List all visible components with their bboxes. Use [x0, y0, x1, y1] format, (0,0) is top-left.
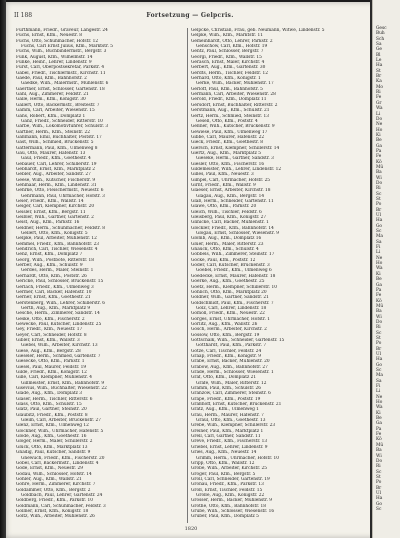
facing-page-fragment: Ba	[376, 448, 382, 454]
facing-page-fragment: Mü	[376, 442, 384, 448]
directory-entry: Gaßmann, Emil, Buchhalter, Poststr. 17	[16, 134, 102, 140]
directory-entry: Geldner, Herm., Schuhmacher, Feldstr. 8	[16, 225, 105, 231]
page-footer-number: 1820	[184, 526, 198, 532]
facing-page-fragment: Ki	[376, 132, 381, 138]
directory-entry: Grobe, Wilh., Arbeiter, Kirchstr. 25	[191, 466, 267, 472]
directory-entry: Greve, Friedr., Kfm., Fischerstr. 13	[191, 439, 268, 445]
facing-page-fragment: Ha	[376, 357, 383, 363]
facing-page-fragment: Go	[376, 362, 383, 368]
directory-entry: Fürst, Carl, Oberpostsekretär, Parkstr. 4	[16, 65, 105, 71]
directory-entry: Gärtner, Herm., Kfm., Steinstr. 22	[16, 129, 90, 135]
directory-entry: Grell, Carl, Gärtner, Sandstr. 11	[191, 434, 261, 440]
directory-entry: Gille, Carl, Klempner, Mühlenstr. 4	[16, 375, 93, 381]
facing-page-fragment: Ki	[376, 271, 381, 277]
directory-entry: Glogau, Ernst, Schlosser, Wiesenstr. 9	[196, 231, 279, 237]
directory-entry: Gamm, Carl, Arbeiter, Wiesenstr. 15	[16, 108, 95, 114]
directory-entry: Griebel, Ernst, Lehrer, Lindenstr. 9	[191, 444, 268, 450]
facing-page-fragment: St	[376, 68, 381, 74]
facing-page-fragment: St	[376, 474, 381, 480]
directory-entry: Gerold, Friedr., Kfm., Domplatz 11	[191, 97, 267, 103]
directory-entry: Fuchs, Wilh., Buchbindermstr., Bergstr. 3	[16, 49, 107, 55]
directory-entry: Geiger, Carl, Klempner, Kirchstr. 20	[16, 204, 95, 210]
directory-entry: Göhlich, Otto, Kfm., Marktplatz 20	[191, 289, 267, 295]
directory-entry: Gebler, Aug., Arbeiter, Sandstr. 27	[16, 172, 91, 178]
facing-page-fragment: Br	[376, 485, 382, 491]
left-column	[16, 28, 184, 520]
directory-entry: Glaß, Herm., Schneider, Gartenstr. 11	[191, 199, 274, 204]
facing-page-fragment: Be	[376, 138, 382, 144]
facing-page-fragment: Sa	[376, 239, 382, 245]
directory-entry: Glomb, Aug., Kfm., Domplatz 16	[191, 236, 262, 242]
directory-entry: Glöckler, Friedr., Kfm., Bahnhofstr. 14	[191, 225, 274, 231]
facing-page-fragment: Gr	[376, 100, 382, 106]
facing-page-fragment: Mo	[376, 84, 383, 90]
directory-entry: Gottschalk, Wilh., Schneider, Gartenstr. 15	[191, 337, 285, 343]
facing-page-fragment: Wa	[376, 266, 383, 272]
directory-entry: Gersdorf, Ernst, Buchhalter, Ritterstr. 2	[191, 102, 278, 108]
directory-entry: Grau, Herm., Maurer, Hafenstr. 7	[191, 412, 264, 418]
directory-entry: Gries, Aug., Kfm., Neuestr. 14	[191, 450, 257, 456]
directory-entry: Geyer, Carl, Schneider, Hofstr. 8	[16, 332, 87, 338]
directory-entry: Göldner, Wilh., Gärtner, Sandstr. 21	[191, 295, 269, 301]
directory-entry: Gerdts, Herm., Tischler, Feldstr. 12	[191, 70, 268, 76]
directory-entry: Gehlhaar, Herm., Kfm., Lindenstr. 31	[16, 182, 97, 188]
directory-entry: Gieseler, Herm., Schmied, Gartenstr. 7	[16, 353, 101, 359]
directory-entry: Grade, Herm., Schlosser, Wiesenstr. 1	[191, 370, 274, 375]
directory-entry: Genschow, Carl, Kfm., Hofstr. 19	[196, 44, 268, 50]
directory-entry: Garbe, Wilh., Lokomotivführer, Schulstr. 3	[16, 124, 109, 130]
directory-entry: Große, Aug., Kfm., Königstr. 22	[196, 492, 265, 498]
directory-entry: Gabel, Friedr., Tischlermstr., Kirchstr. 11	[16, 70, 106, 76]
directory-entry: Gerbert, Aug., Kfm., Gartenstr. 30	[191, 65, 266, 71]
facing-page-fragment: Ge	[376, 47, 382, 53]
directory-entry: Gehrmann, Paul, Uhrmacher, Hofstr. 3	[21, 193, 105, 199]
directory-entry: Grube, Wilh., Schlosser, Wiesenstr. 16	[191, 508, 275, 514]
directory-entry: Glück, Otto, Kfm., Marktplatz 13	[16, 444, 88, 450]
facing-page-fragment: Le	[376, 58, 382, 64]
facing-page-fragment: Go	[376, 223, 383, 229]
facing-page-fragment: Po	[376, 480, 382, 486]
directory-entry: Glaubitz, Friedr., Kfm., Poststr. 8	[16, 412, 88, 418]
facing-page-fragment: Pa	[376, 287, 382, 293]
directory-entry: Gerth, Aug., Kfm., Marktplatz 9	[21, 305, 91, 311]
directory-entry: Giesel, Paul, Maurer, Feldstr. 19	[16, 364, 87, 370]
facing-page-fragment: Ul	[376, 490, 381, 496]
facing-page-fragment: Ma	[376, 234, 383, 240]
facing-page-fragment: Gesc	[376, 26, 387, 31]
facing-page-fragment: Ho	[376, 261, 383, 267]
directory-entry: Grabow, Aug., Kfm., Bahnhofstr. 27	[191, 364, 268, 370]
directory-entry: Grape, Friedr., Kfm., Poststr. 19	[191, 396, 261, 402]
facing-page-fragment: Ri	[376, 186, 381, 192]
directory-entry: Goebel, Friedr., Kfm., Ulmenweg 6	[196, 268, 272, 274]
directory-entry: Gillmeister, Ernst, Kfm., Bahnhofstr. 9	[21, 380, 105, 386]
directory-entry: Gallert, Otto, Bäckermstr., Breitestr. 7	[16, 102, 100, 108]
facing-page-fragment: Br	[376, 346, 382, 352]
directory-entry: Glenz, Ernst, Kfm., Ulmenweg 12	[16, 423, 89, 429]
facing-page-fragment: Fi	[376, 245, 381, 251]
facing-page-fragment: Bl	[376, 52, 381, 58]
facing-page-fragment: Ba	[376, 170, 382, 176]
directory-entry: Gruber, Paul, Kfm., Domplatz 5	[191, 514, 259, 520]
directory-entry: Georgi, Friedr., Kfm., Wallstr. 15	[191, 54, 262, 60]
facing-page-fragment: St	[376, 197, 381, 202]
facing-page-fragment: Do	[376, 116, 383, 122]
directory-entry: Gröger, Paul, Kfm., Bergstr. 5	[191, 471, 256, 477]
facing-page-fragment: Wi	[376, 314, 382, 320]
directory-entry: Giese, Aug., Kfm., Bergstr. 28	[16, 348, 81, 354]
facing-page-fragment: Ha	[376, 63, 383, 69]
directory-entry: Gelpke, Paul, Arbeiter, Mühlenstr. 12	[16, 236, 97, 242]
directory-entry: Gramm, Paul, Kfm., Schulstr. 26	[191, 386, 262, 392]
directory-entry: Grimm, Herm., Uhrmacher, Hofstr. 10	[196, 455, 280, 461]
directory-entry: Göcke, Paul, Kfm., Poststr. 12	[191, 257, 256, 263]
facing-page-fragment: Fe	[376, 293, 382, 299]
directory-entry: Gendrich, Carl, Tischler, Wiesenstr. 4	[16, 247, 98, 253]
directory-entry: Graap, Friedr., Kfm., Königstr. 9	[191, 353, 261, 359]
directory-entry: Ganz, Friedr., Schneider, Ritterstr. 10	[21, 118, 103, 124]
directory-entry: Glawe, Otto, Kfm., Parkstr. 20	[191, 204, 257, 210]
directory-entry: Goltz, Wilh., Arbeiter, Mühlenstr. 26	[16, 514, 95, 520]
facing-page-fragment: Ul	[376, 351, 381, 357]
facing-page-fragment: Br	[376, 74, 382, 80]
directory-entry: Gilde, Friedr., Kfm., Königstr. 12	[16, 370, 87, 375]
directory-entry: Greiner, Paul, Kfm., Marktplatz 1	[191, 428, 264, 434]
directory-entry: Gahl, Aug., Zimmerer, Feldstr. 21	[16, 92, 89, 98]
directory-entry: Gnewuch, Friedr., Kfm., Fischerstr. 20	[21, 455, 105, 461]
facing-page-fragment: Sa	[376, 42, 382, 48]
facing-page-fragment: Mü	[376, 303, 384, 309]
directory-entry: Gleich, Wilh., Tischler, Feldstr. 6	[191, 209, 262, 215]
directory-entry: Glöde, Aug., Kfm., Goethestr. 16	[16, 434, 87, 440]
directory-entry: Gerstenberg, Wilh., Lehrer, Schillerstr. 6	[16, 300, 105, 306]
facing-page-fragment: Kö	[376, 437, 382, 443]
facing-page-fragment: Po	[376, 341, 382, 347]
directory-entry: Giertz, Aug., Kfm., Marktplatz 5	[191, 150, 261, 156]
directory-entry: Gerlach, Friedr., Kfm., Ulmenweg 3	[16, 284, 94, 290]
directory-entry: Gnauck, Otto, Kfm., Schulstr. 4	[191, 247, 259, 253]
facing-page-fragment: Ul	[376, 213, 381, 219]
directory-entry: Graul, Otto, Kfm., Goethestr. 13	[196, 418, 266, 424]
directory-entry: Gimpel, Carl, Uhrmacher, Hofstr. 25	[191, 177, 271, 183]
directory-entry: Göbbels, Wilh., Zimmerer, Steinstr. 17	[191, 252, 275, 258]
directory-entry: Gripp, Otto, Kfm., Wallstr. 12	[191, 460, 255, 466]
facing-page-fragment: Fe	[376, 154, 382, 160]
directory-entry: Gräfe, Wilh., Maler, Ritterstr. 12	[196, 380, 267, 386]
directory-entry: Göhre, Herm., Zimmerer, Kirchstr. 7	[16, 482, 96, 488]
directory-entry: Fuchs, Ernst, Kfm., Neuestr. 8	[16, 33, 83, 39]
directory-entry: Funke, Heinr., Lehrer, Lindenstr. 9	[16, 60, 92, 66]
directory-entry: Gotthardt, Paul, Kfm., Parkstr. 7	[196, 343, 267, 349]
directory-entry: Gerloff, Paul, Kfm., Bahnhofstr. 5	[191, 86, 263, 92]
directory-entry: Grebe, Wilh., Klempner, Schillerstr. 23	[191, 423, 276, 429]
facing-page-fragment: Li	[376, 389, 381, 395]
directory-entry: Giesecke, Otto, Kfm., Parkstr. 1	[16, 359, 85, 365]
directory-entry: Gerstmann, Aug., Kfm., Schulstr. 21	[191, 108, 270, 114]
directory-entry: Gaedke, Wilh., Malermstr., Mühlenstr. 6	[21, 81, 109, 87]
page-header-title: Fortsetzung — Gelpcris.	[146, 12, 234, 19]
directory-entry: Gerdes, Herm., Maler, Steinstr. 1	[21, 268, 94, 274]
directory-entry: Görlitz, Aug., Kfm., Wallstr. 26	[191, 321, 258, 327]
directory-entry: Gellert, Otto, Kfm., Königstr. 5	[21, 231, 88, 237]
directory-entry: Goldammer, Otto, Kfm., Bergstr. 2	[16, 487, 91, 493]
directory-entry: Gerhard, Otto, Kfm., Königstr. 1	[191, 76, 261, 82]
directory-entry: Gerke, Wilh., Bäcker, Mühlenstr. 17	[196, 81, 274, 87]
facing-page-fragment: Ga	[376, 143, 382, 149]
directory-entry: Gaede, Paul, Kfm., Bahnhofstr. 2	[16, 76, 87, 82]
directory-entry: Gemmel, Friedr., Kfm., Bahnhofstr. 23	[16, 241, 100, 247]
facing-page-fragment: Sc	[376, 191, 382, 197]
facing-page-fragment: Mü	[376, 164, 384, 170]
facing-page-fragment: Ga	[376, 282, 382, 288]
directory-entry: Gleisberg, Paul, Kfm., Königstr. 27	[191, 215, 267, 221]
directory-entry: Gemeinhardt, Otto, Lehrer, Parkstr. 2	[191, 38, 273, 44]
facing-page-fragment: Ki	[376, 410, 381, 416]
directory-entry: Gesche, Herm., Zimmerer, Sandstr. 14	[16, 311, 100, 317]
facing-page-fragment: Li	[376, 250, 381, 256]
directory-entry: Gerasch, Ernst, Maler, Kirchstr. 4	[191, 60, 265, 66]
directory-entry: Golz, Carl, Lehrer, Lindenstr. 18	[196, 305, 267, 311]
facing-page-fragment: Ne	[376, 394, 383, 400]
directory-entry: Geier, Friedr., Kfm., Wallstr. 14	[16, 199, 84, 204]
facing-page-fragment: Wi	[376, 175, 382, 181]
column-divider	[187, 28, 188, 523]
directory-entry: Gentz, Paul, Schlosser, Bergstr. 7	[191, 49, 264, 55]
facing-page-fragment: Ho	[376, 400, 383, 406]
directory-entry: Glagau, Aug., Kfm., Bergstr. 14	[196, 193, 265, 199]
directory-entry: Gratz, Aug., Kfm., Ulmenweg 1	[191, 407, 259, 413]
directory-entry: Gewecke, Paul, Kutscher, Lindenstr. 25	[16, 321, 102, 327]
directory-entry: Galle, Herm., Kfm., Königstr. 30	[16, 97, 86, 103]
directory-entry: Geißler, Wilh., Gärtner, Gartenstr. 2	[16, 215, 94, 221]
directory-entry: Granzow, Carl, Zimmerer, Steinstr. 6	[191, 391, 271, 397]
directory-entry: Gesell, Otto, Kfm., Poststr. 4	[196, 118, 258, 124]
directory-entry: Göbel, Carl, Bäckermstr., Lindenstr. 4	[16, 460, 99, 466]
facing-page-fragment: Do	[376, 319, 383, 325]
directory-entry: Gey, Friedr., Kfm., Neuestr. 17	[16, 327, 83, 333]
facing-page-fragment: Kö	[376, 159, 382, 165]
facing-page-fragment: Do	[376, 458, 383, 464]
directory-entry: Gibbe, Carl, Maurer, Hafenstr. 22	[191, 134, 265, 140]
directory-entry: Gelpcke, Christian, Frau, geb. Neumann, Witwe, Lindenstr. 5	[191, 28, 325, 33]
facing-page-fragment: Fe	[376, 432, 382, 438]
right-column	[191, 28, 359, 520]
directory-entry: Giersch, Ernst, Klempner, Schillerstr. 14	[191, 145, 280, 151]
directory-entry: Graßhoff, Ernst, Kutscher, Brückenstr. 21	[191, 402, 282, 408]
directory-entry: Gast, Wilh., Schmied, Brückenstr. 5	[16, 140, 94, 146]
directory-entry: Gehrke, Otto, Fleischermstr., Neuestr. 6	[16, 188, 104, 194]
directory-entry: Gibler, Ernst, Kfm., Wallstr. 3	[16, 337, 80, 343]
directory-entry: Göllner, Ernst, Kfm., Königstr. 18	[16, 508, 89, 514]
directory-entry: Glinicke, Carl, Bäcker, Mühlenstr. 1	[191, 220, 269, 226]
directory-page	[6, 2, 376, 538]
directory-entry: Grothe, Otto, Kfm., Bahnhofstr. 18	[191, 503, 267, 509]
directory-entry: Gertz, Herm., Schmied, Steinstr. 13	[191, 113, 269, 119]
facing-page-fragment: Do	[376, 180, 383, 186]
directory-entry: Goldschmidt, Paul, Kfm., Fischerstr. 7	[191, 300, 274, 306]
directory-entry: Gomoll, Friedr., Kfm., Neuestr. 22	[191, 311, 265, 317]
directory-entry: Glade, Aug., Kfm., Domplatz 3	[16, 391, 82, 397]
directory-entry: Gericke, Paul, Schlosser, Brückenstr. 15	[16, 279, 104, 285]
directory-entry: Glaser, Herm., Tischler, Ritterstr. 6	[16, 396, 93, 402]
directory-entry: Groll, Carl, Schneider, Gartenstr. 19	[191, 476, 270, 482]
directory-entry: Geske, Otto, Kfm., Fischerstr. 2	[16, 316, 85, 322]
facing-page-fragment: Li	[376, 111, 381, 117]
directory-entry: Glöckner, Wilh., Uhrmacher, Hafenstr. 5	[16, 428, 104, 434]
facing-page-fragment: Wa	[376, 405, 383, 411]
facing-page-fragment: Pa	[376, 148, 382, 154]
facing-page-fragment: Ka	[376, 79, 382, 85]
directory-entry: Gorges, Ernst, Uhrmacher, Hofstr. 1	[191, 316, 270, 322]
facing-page-fragment: Br	[376, 207, 382, 213]
directory-entry: Gosch, Herm., Arbeiter, Kirchstr. 2	[191, 327, 267, 333]
directory-entry: Georg, Wilh., Postbote, Ritterstr. 18	[16, 257, 95, 263]
directory-entry: Goedecke, Ernst, Maurer, Hafenstr. 18	[191, 273, 276, 279]
directory-entry: Fuchs, Carl Ernst Julius, Kfm., Marktstr. 5	[21, 44, 113, 50]
facing-page-fragment: Po	[376, 202, 382, 208]
directory-entry: Geisler, Ernst, Kfm., Bergstr. 11	[16, 209, 86, 215]
facing-page-fragment: Be	[376, 416, 382, 422]
directory-entry: Gildemeister, Wilh., Lehrer, Lindenstr. 12	[191, 166, 282, 172]
directory-entry: Göhler, Aug., Kfm., Wallstr. 21	[16, 476, 82, 482]
facing-page-fragment: Ma	[376, 373, 383, 379]
facing-page-fragment: Sc	[376, 368, 382, 373]
directory-entry: Gisevius, Wilh., Buchhalter, Wiesenstr. 22	[16, 386, 107, 392]
directory-entry: Glüer, Herm., Maler, Ritterstr. 23	[191, 241, 264, 247]
directory-entry: Geßner, Wilh., Kutscher, Brückenstr. 9	[191, 124, 275, 130]
facing-page-fragment: Ho	[376, 127, 383, 133]
directory-entry: Gerhardt, Otto, Kfm., Poststr. 26	[16, 273, 87, 279]
directory-entry: Fuchs, Otto, Schuhmacher, Hofstr. 12	[16, 38, 99, 44]
directory-entry: Gerner, Ernst, Kfm., Goethestr. 21	[16, 295, 91, 301]
directory-entry: Genz, Ernst, Kfm., Domplatz 7	[16, 252, 83, 258]
directory-entry: Groß, Ernst, Tischler, Feldstr. 15	[191, 487, 263, 493]
facing-page-fragment: Fi	[376, 384, 381, 390]
directory-entry: Glaeser, Ernst, Arbeiter, Kirchstr. 18	[191, 188, 271, 194]
directory-entry: Goldbach, Paul, Lehrer, Gartenstr. 24	[21, 492, 103, 498]
directory-entry: Goldmann, Carl, Schuhmacher, Feldstr. 3	[16, 503, 106, 509]
facing-page-fragment: St	[376, 335, 381, 341]
directory-entry: Gaertner, Ernst, Schlosser, Gartenstr. 18	[16, 86, 105, 92]
directory-entry: Gnädig, Paul, Kutscher, Sandstr. 9	[16, 450, 91, 456]
directory-entry: Gattermann, Paul, Kfm., Ulmenweg 8	[16, 145, 98, 151]
facing-page-fragment: Go	[376, 501, 383, 507]
facing-page-fragment: Ba	[376, 309, 382, 315]
facing-page-fragment: Be	[376, 277, 382, 283]
directory-entry: Gieseke, Herm., Gärtner, Sandstr. 3	[196, 156, 274, 162]
facing-page	[372, 0, 400, 538]
directory-entry: Gronau, Friedr., Kfm., Parkstr. 13	[191, 482, 264, 488]
facing-page-fragment: Ha	[376, 218, 383, 224]
directory-entry: Gieck, Friedr., Kfm., Goethestr. 8	[191, 140, 264, 146]
facing-page-fragment: Ha	[376, 496, 383, 502]
page-header	[14, 12, 366, 24]
facing-page-fragment: Sc	[376, 330, 382, 336]
directory-entry: Giesler, Otto, Kfm., Fischerstr. 16	[191, 161, 265, 167]
directory-entry: Graf, Otto, Kfm., Domplatz 21	[191, 375, 257, 381]
directory-entry: Furthmann, Friedr., Graveur, Langestr. 24	[16, 28, 108, 33]
directory-entry: Goder, Carl, Kutscher, Brückenstr. 3	[191, 263, 270, 269]
directory-entry: Gleim, Carl, Arbeiter, Brückenstr. 27	[21, 418, 101, 424]
page-header-left: II 188	[14, 12, 33, 19]
facing-page-fragment: Ri	[376, 90, 381, 96]
facing-page-fragment: Ri	[376, 325, 381, 331]
directory-entry: Germann, Carl, Arbeiter, Wiesenstr. 28	[191, 92, 276, 98]
directory-entry: Grosser, Herm., Bäcker, Mühlenstr. 9	[191, 498, 273, 504]
directory-entry: Germer, Carl, Bäcker, Hafenstr. 10	[16, 289, 92, 295]
facing-page-fragment: Ga	[376, 421, 382, 427]
directory-entry: Gloger, Herm., Maler, Schillerstr. 2	[16, 439, 93, 445]
directory-entry: Glatz, Paul, Gärtner, Steinstr. 20	[16, 407, 87, 413]
facing-page-fragment: Pa	[376, 426, 382, 432]
facing-page-fragment: Wa	[376, 106, 383, 112]
directory-entry: Gode, Ernst, Kfm., Neuestr. 29	[16, 466, 83, 472]
directory-entry: Gans, Robert, Kfm., Domplatz 1	[16, 113, 86, 119]
directory-entry: Gebauer, Carl, Lehrer, Schillerstr. 19	[16, 161, 97, 167]
directory-entry: Goldberg, Friedr., Kfm., Parkstr. 10	[16, 498, 93, 504]
directory-entry: Funk, August, Kfm., Wilhelmstr. 14	[16, 54, 93, 60]
directory-entry: Goetz, Herm., Klempner, Schillerstr. 10	[191, 284, 277, 290]
directory-entry: Gerber, Aug., Kfm., Schulstr. 9	[16, 263, 83, 269]
directory-entry: Gaul, Friedr., Kfm., Goethestr. 4	[21, 156, 91, 162]
facing-page-fragment: Ne	[376, 255, 383, 261]
directory-entry: Geese, Wilh., Kutscher, Fischerstr. 9	[16, 177, 96, 183]
directory-entry: Giebel, Wilh., Arbeiter, Kirchstr. 13	[21, 343, 98, 349]
facing-page-fragment: Kö	[376, 298, 382, 304]
facing-page-fragment: Sc	[376, 506, 382, 512]
directory-entry: Götze, Carl, Tischler, Feldstr. 24	[191, 348, 262, 354]
facing-page-fragment: Sch	[376, 36, 385, 42]
directory-entry: Gilles, Paul, Kfm., Neuestr. 3	[191, 172, 254, 178]
facing-page-fragment: Buh	[376, 31, 385, 37]
facing-page-fragment: Ri	[376, 464, 381, 470]
directory-entry: Gelpke, Wilh., Kfm., Marktstr. 11	[191, 33, 263, 39]
directory-entry: Gossow, Otto, Kfm., Bergstr. 19	[191, 332, 260, 338]
facing-page-fragments	[373, 26, 387, 512]
directory-entry: Grabe, Ernst, Bäcker, Mühlenstr. 20	[191, 359, 270, 365]
directory-entry: Gewiese, Paul, Kfm., Ulmenweg 17	[191, 129, 268, 135]
facing-page-fragment: Sc	[376, 469, 382, 475]
facing-page-fragment: Fe	[376, 95, 382, 101]
directory-entry: Glass, Otto, Kfm., Schulstr. 15	[16, 402, 82, 408]
directory-entry: Godau, Wilh., Schlosser, Hofstr. 14	[16, 471, 92, 477]
directory-entry: Girnt, Friedr., Kfm., Wallstr. 9	[191, 182, 256, 188]
directory-entry: Gau, Otto, Maurer, Hafenstr. 13	[16, 150, 86, 156]
directory-entry: Geist, Aug., Kfm., Parkstr. 16	[16, 220, 80, 226]
directory-entry: Goerke, Aug., Kfm., Goethestr. 25	[191, 279, 265, 285]
directory-entry: Gebhardt, Ernst, Kfm., Marktplatz 2	[16, 166, 96, 172]
facing-page-fragment: Sc	[376, 229, 382, 235]
facing-page-fragment: Sa	[376, 378, 382, 384]
facing-page-fragment: Ne	[376, 122, 383, 128]
facing-page-fragment: Wi	[376, 453, 382, 459]
